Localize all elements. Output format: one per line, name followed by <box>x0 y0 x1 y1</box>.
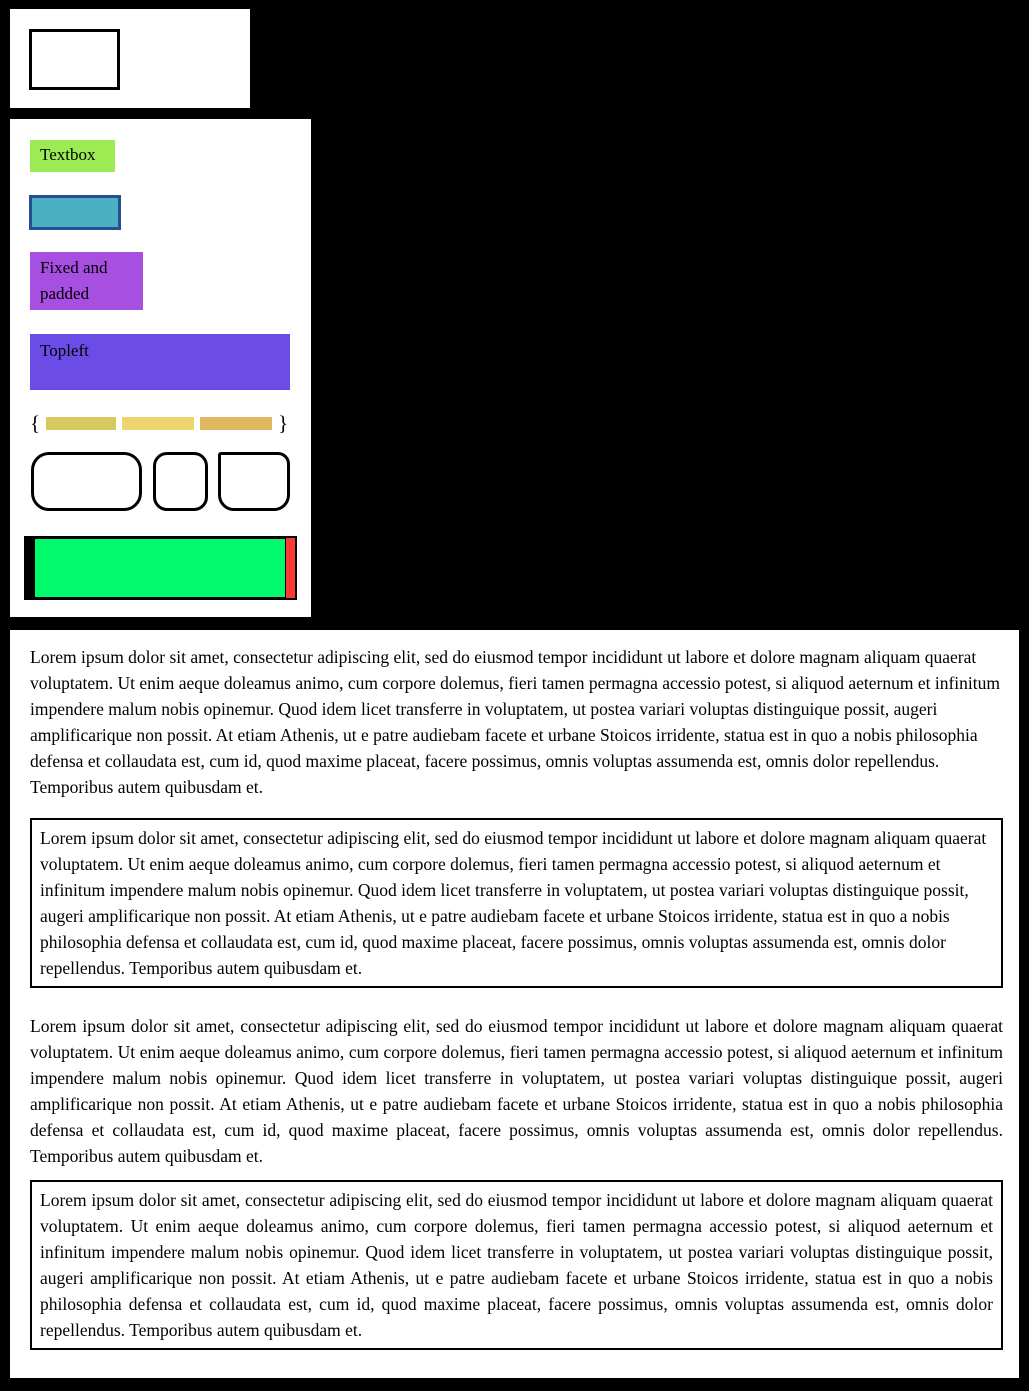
open-brace: { <box>30 411 41 435</box>
boxed-paragraph-left-text: Lorem ipsum dolor sit amet, consectetur adipiscing elit, sed do eiusmod tempor incididunt ut labore et dolore magnam aliquam quaerat voluptatem. Ut enim aeque doleamus animo, cum corpore dolemus, fieri tamen permagna accessio potest, si aliquod aeternum et infinitum impendere malum nobis opinemur. Quod idem licet transferre in voluptatem, ut postea variari voluptas distinguique possit, augeri amplificarique non possit. At etiam Athenis, ut e patre audiebam facete et urbane Stoicos irridente, statua est in quo a nobis philosophia defensa et collaudata est, cum id, quod maxime placeat, facere possimus, omnis voluptas assumenda est, omnis dolor repellendus. Temporibus autem quibusdam et. <box>40 828 987 978</box>
textbox-label: Textbox <box>30 140 115 172</box>
paragraph-justified: Lorem ipsum dolor sit amet, consectetur adipiscing elit, sed do eiusmod tempor incididunt ut labore et dolore magnam aliquam quaerat voluptatem. Ut enim aeque doleamus animo, cum corpore dolemus, fieri tamen permagna accessio potest, si aliquod aeternum et infinitum impendere malum nobis opinemur. Quod idem licet transferre in voluptatem, ut postea variari voluptas distinguique possit, augeri amplificarique non possit. At etiam Athenis, ut e patre audiebam facete et urbane Stoicos irridente, statua est in quo a nobis philosophia defensa et collaudata est, cum id, quod maxime placeat, facere possimus, omnis voluptas assumenda est, omnis dolor repellendus. Temporibus autem quibusdam et. <box>30 1016 1003 1166</box>
bordered-rectangle <box>29 29 120 90</box>
close-brace: } <box>278 411 289 435</box>
boxed-paragraph-left <box>30 818 1003 988</box>
teal-bordered-box <box>29 195 121 230</box>
rounded-rect-3 <box>218 452 290 511</box>
page-2 <box>10 119 311 617</box>
paragraph-plain-left: Lorem ipsum dolor sit amet, consectetur adipiscing elit, sed do eiusmod tempor incididunt ut labore et dolore magnam aliquam quaerat voluptatem. Ut enim aeque doleamus animo, cum corpore dolemus, fieri tamen permagna accessio potest, si aliquod aeternum et infinitum impendere malum nobis opinemur. Quod idem licet transferre in voluptatem, ut postea variari voluptas distinguique possit, augeri amplificarique non possit. At etiam Athenis, ut e patre audiebam facete et urbane Stoicos irridente, statua est in quo a nobis philosophia defensa et collaudata est, cum id, quod maxime placeat, facere possimus, omnis voluptas assumenda est, omnis dolor repellendus. Temporibus autem quibusdam et. <box>30 647 1000 797</box>
khaki-bar-3 <box>200 417 272 430</box>
brace-row <box>30 410 288 436</box>
bar-red-tip <box>286 538 295 598</box>
fixed-and-padded-box: Fixed and padded <box>30 252 143 310</box>
page-1 <box>10 9 250 108</box>
khaki-bar-1 <box>46 417 116 430</box>
khaki-bar-2 <box>122 417 194 430</box>
rounded-rect-1 <box>31 452 142 511</box>
boxed-paragraph-justified <box>30 1180 1003 1350</box>
page-3 <box>10 630 1019 1378</box>
bar-green-fill <box>35 539 285 597</box>
bar-track <box>24 536 297 600</box>
rounded-rect-2 <box>153 452 208 511</box>
boxed-paragraph-justified-text: Lorem ipsum dolor sit amet, consectetur adipiscing elit, sed do eiusmod tempor incididunt ut labore et dolore magnam aliquam quaerat voluptatem. Ut enim aeque doleamus animo, cum corpore dolemus, fieri tamen permagna accessio potest, si aliquod aeternum et infinitum impendere malum nobis opinemur. Quod idem licet transferre in voluptatem, ut postea variari voluptas distinguique possit, augeri amplificarique non possit. At etiam Athenis, ut e patre audiebam facete et urbane Stoicos irridente, statua est in quo a nobis philosophia defensa et collaudata est, cum id, quod maxime placeat, facere possimus, omnis voluptas assumenda est, omnis dolor repellendus. Temporibus autem quibusdam et. <box>40 1190 993 1340</box>
topleft-box: Topleft <box>30 334 290 390</box>
